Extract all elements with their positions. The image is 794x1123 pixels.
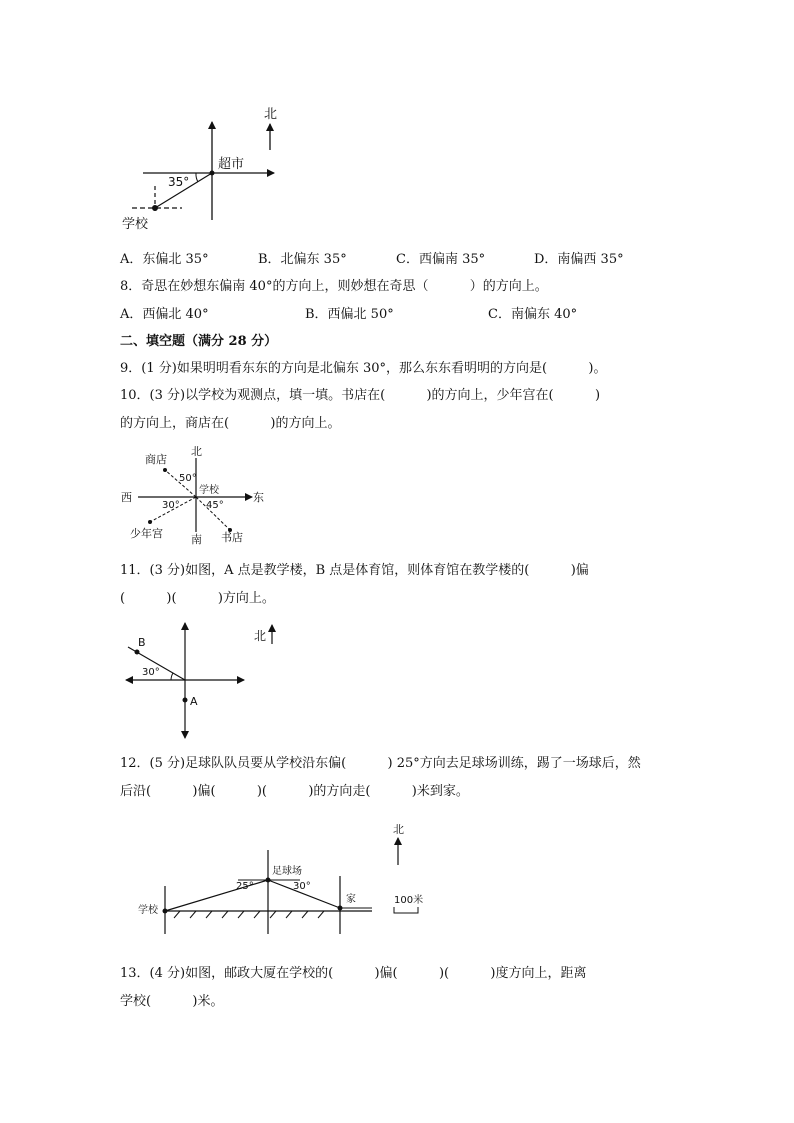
option-b[interactable]: B．西偏北 50° bbox=[305, 307, 394, 322]
question-13-line-2: 学校( )米。 bbox=[120, 994, 224, 1009]
home-label: 家 bbox=[346, 894, 356, 905]
school-label: 学校 bbox=[138, 905, 158, 916]
field-label: 足球场 bbox=[272, 866, 302, 877]
east-label: 东 bbox=[253, 491, 264, 504]
south-label: 南 bbox=[191, 533, 202, 546]
school-label: 学校 bbox=[199, 485, 219, 496]
angle-youth-label: 30° bbox=[162, 500, 180, 511]
west-label: 西 bbox=[121, 491, 132, 504]
option-d[interactable]: D．南偏西 35° bbox=[534, 252, 624, 267]
angle-book-label: 45° bbox=[206, 500, 224, 511]
hatching bbox=[174, 911, 324, 918]
question-12-line-1: 12．(5 分)足球队队员要从学校沿东偏( ) 25°方向去足球场训练，踢了一场球后，然 bbox=[120, 756, 641, 771]
school-label: 学校 bbox=[122, 217, 149, 232]
angle-label: 35° bbox=[168, 175, 190, 189]
angle-label: 30° bbox=[142, 667, 160, 678]
youth-palace-label: 少年宫 bbox=[130, 527, 163, 540]
angle1-label: 25° bbox=[236, 881, 254, 892]
question-11-line-2: ( )( )方向上。 bbox=[120, 591, 275, 606]
point-b-label: B bbox=[138, 636, 146, 649]
question-10-line-2: 的方向上，商店在( )的方向上。 bbox=[120, 416, 341, 431]
option-a[interactable]: A．西偏北 40° bbox=[120, 307, 209, 322]
section-heading: 二、填空题（满分 28 分） bbox=[120, 334, 278, 349]
question-11-line-1: 11．(3 分)如图，A 点是教学楼，B 点是体育馆，则体育馆在教学楼的( )偏 bbox=[120, 563, 589, 578]
scale-bar bbox=[394, 907, 418, 913]
option-b[interactable]: B．北偏东 35° bbox=[258, 252, 347, 267]
north-label: 北 bbox=[393, 823, 404, 836]
angle2-label: 30° bbox=[293, 881, 311, 892]
question-12-line-2: 后沿( )偏( )( )的方向走( )米到家。 bbox=[120, 784, 469, 799]
north-label: 北 bbox=[191, 445, 202, 458]
question-9: 9．(1 分)如果明明看东东的方向是北偏东 30°，那么东东看明明的方向是( )。 bbox=[120, 361, 607, 376]
question-8: 8．奇思在妙想东偏南 40°的方向上，则妙想在奇思（ ）的方向上。 bbox=[120, 279, 548, 294]
field-point bbox=[266, 878, 271, 883]
point-a-label: A bbox=[190, 695, 198, 708]
option-a[interactable]: A．东偏北 35° bbox=[120, 252, 209, 267]
option-c[interactable]: C．西偏南 35° bbox=[396, 252, 486, 267]
supermarket-label: 超市 bbox=[218, 157, 245, 172]
north-label: 北 bbox=[264, 107, 278, 122]
north-label: 北 bbox=[254, 629, 267, 643]
bookstore-label: 书店 bbox=[221, 531, 243, 544]
option-c[interactable]: C．南偏东 40° bbox=[488, 307, 578, 322]
shop-label: 商店 bbox=[145, 453, 167, 466]
question-13-line-1: 13．(4 分)如图，邮政大厦在学校的( )偏( )( )度方向上，距离 bbox=[120, 966, 587, 981]
scale-label: 100米 bbox=[394, 895, 424, 906]
angle-shop-label: 50° bbox=[179, 473, 197, 484]
school-point bbox=[163, 909, 168, 914]
home-point bbox=[338, 906, 343, 911]
question-10-line-1: 10．(3 分)以学校为观测点，填一填。书店在( )的方向上，少年宫在( ) bbox=[120, 388, 601, 403]
